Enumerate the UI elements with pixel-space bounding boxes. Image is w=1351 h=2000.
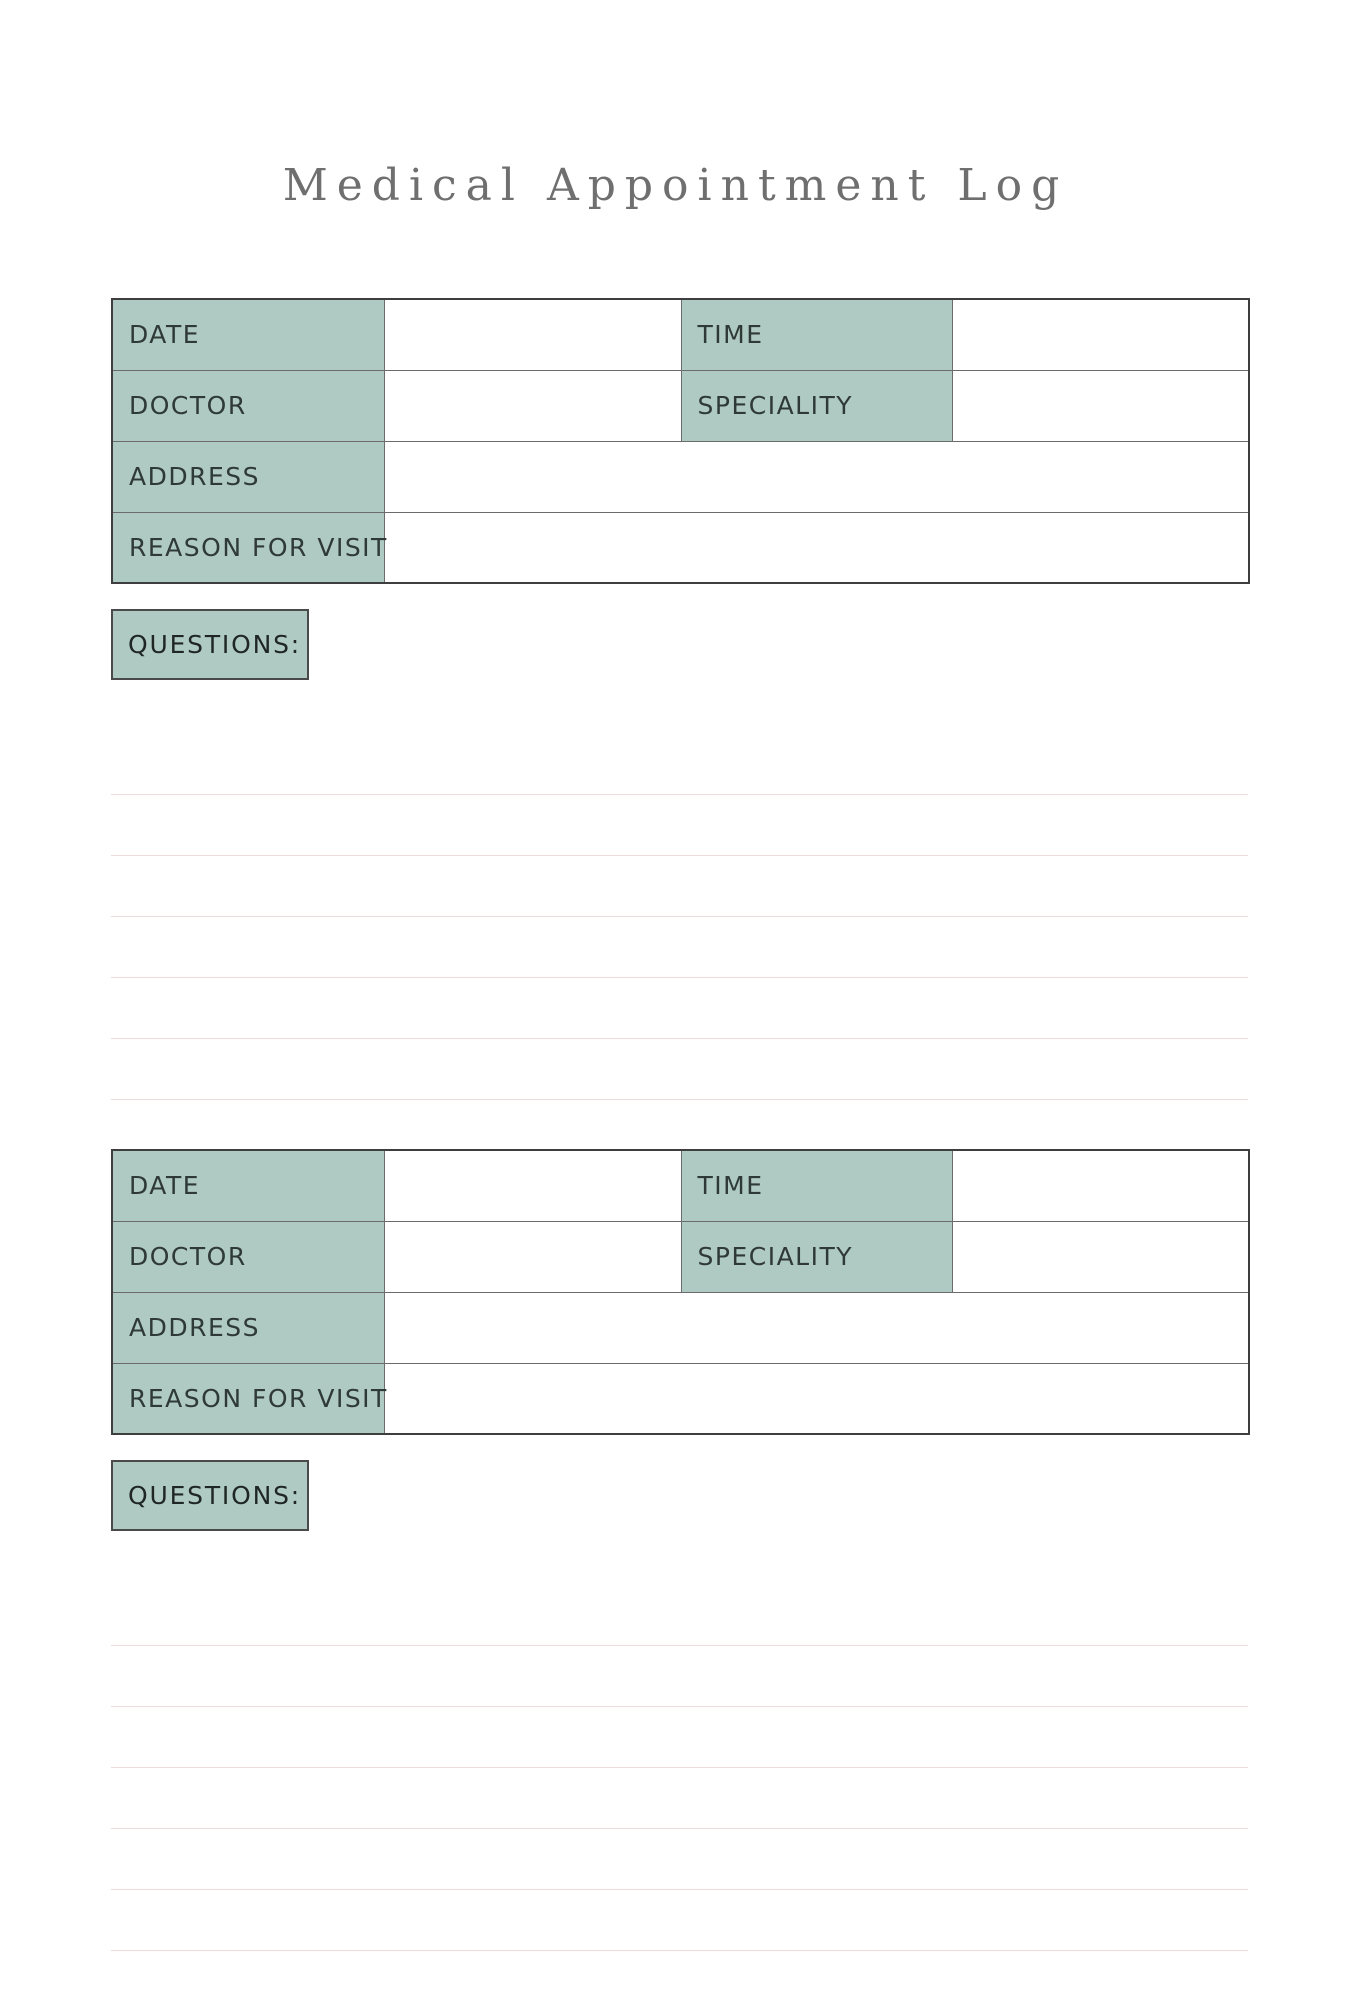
note-line[interactable]: [111, 1768, 1248, 1829]
address-label: ADDRESS: [112, 441, 384, 512]
speciality-label: SPECIALITY: [681, 1221, 952, 1292]
appointment-log-2: [111, 1149, 1248, 1951]
table-row: [112, 299, 1249, 370]
page-title: Medical Appointment Log: [282, 160, 1069, 211]
questions-label: QUESTIONS:: [111, 609, 309, 680]
table-row: [112, 512, 1249, 583]
appointment-log-1: [111, 298, 1248, 1100]
note-line[interactable]: [111, 917, 1248, 978]
doctor-label: DOCTOR: [112, 1221, 384, 1292]
address-label: ADDRESS: [112, 1292, 384, 1363]
note-line[interactable]: [111, 1707, 1248, 1768]
speciality-field[interactable]: [952, 1221, 1249, 1292]
time-field[interactable]: [952, 299, 1249, 370]
appointment-info-table: [111, 298, 1250, 584]
appointment-info-table: [111, 1149, 1250, 1435]
reason-field[interactable]: [384, 512, 1249, 583]
speciality-label: SPECIALITY: [681, 370, 952, 441]
time-field[interactable]: [952, 1150, 1249, 1221]
note-line[interactable]: [111, 1829, 1248, 1890]
note-line[interactable]: [111, 1890, 1248, 1951]
questions-lines[interactable]: [111, 1585, 1248, 1951]
date-field[interactable]: [384, 299, 681, 370]
date-field[interactable]: [384, 1150, 681, 1221]
table-row: [112, 1363, 1249, 1434]
address-field[interactable]: [384, 1292, 1249, 1363]
note-line[interactable]: [111, 1585, 1248, 1646]
note-line[interactable]: [111, 795, 1248, 856]
date-label: DATE: [112, 1150, 384, 1221]
speciality-field[interactable]: [952, 370, 1249, 441]
questions-lines[interactable]: [111, 734, 1248, 1100]
note-line[interactable]: [111, 734, 1248, 795]
reason-field[interactable]: [384, 1363, 1249, 1434]
reason-label: REASON FOR VISIT: [112, 512, 384, 583]
doctor-field[interactable]: [384, 1221, 681, 1292]
table-row: [112, 370, 1249, 441]
table-row: [112, 441, 1249, 512]
table-row: [112, 1150, 1249, 1221]
address-field[interactable]: [384, 441, 1249, 512]
note-line[interactable]: [111, 978, 1248, 1039]
note-line[interactable]: [111, 1039, 1248, 1100]
table-row: [112, 1221, 1249, 1292]
time-label: TIME: [681, 1150, 952, 1221]
doctor-field[interactable]: [384, 370, 681, 441]
date-label: DATE: [112, 299, 384, 370]
table-row: [112, 1292, 1249, 1363]
time-label: TIME: [681, 299, 952, 370]
questions-label: QUESTIONS:: [111, 1460, 309, 1531]
reason-label: REASON FOR VISIT: [112, 1363, 384, 1434]
doctor-label: DOCTOR: [112, 370, 384, 441]
note-line[interactable]: [111, 856, 1248, 917]
note-line[interactable]: [111, 1646, 1248, 1707]
